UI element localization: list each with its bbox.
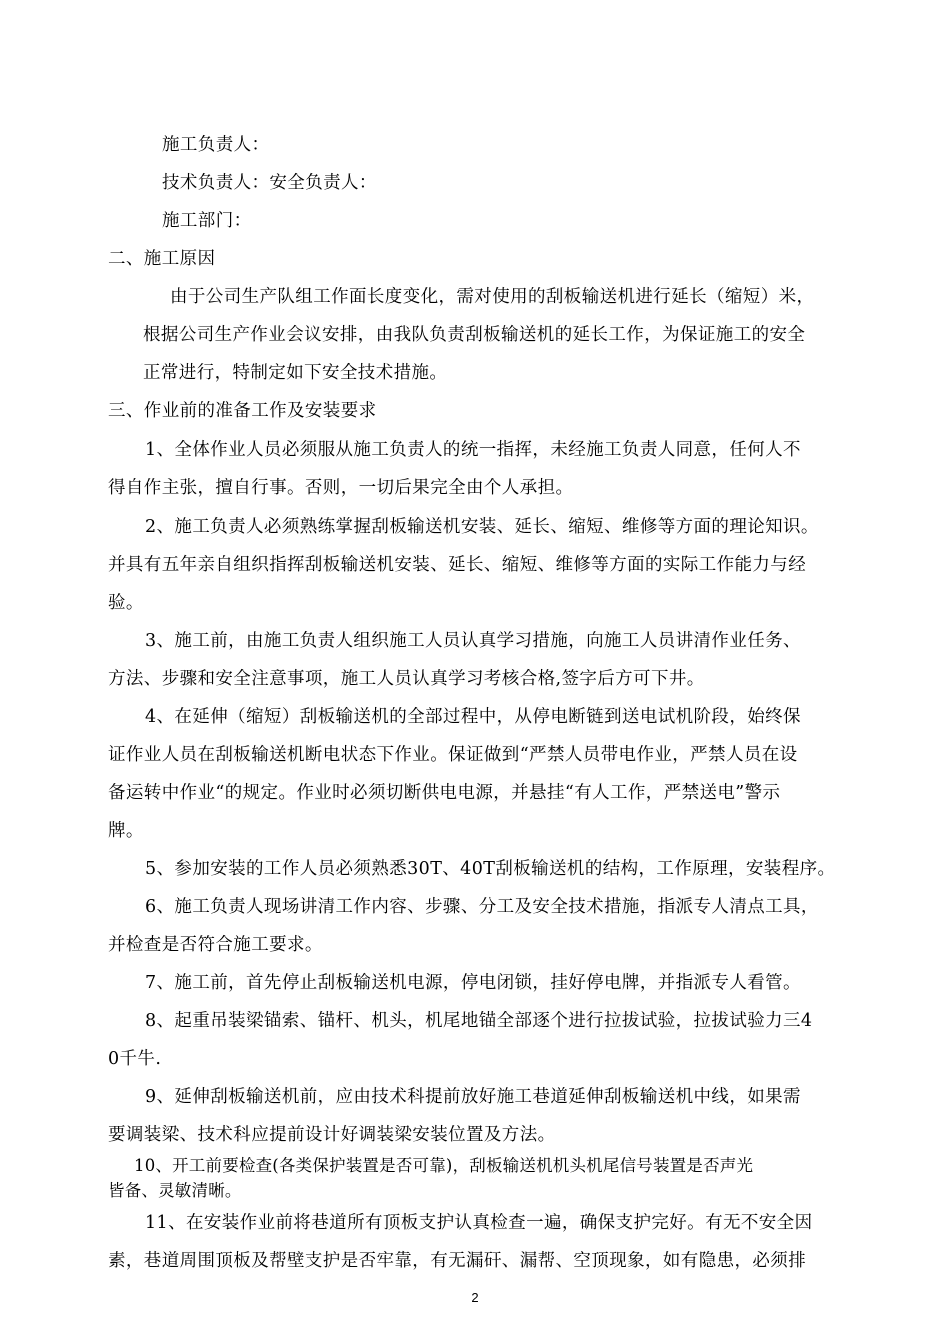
- item-3-line: 3、施工前，由施工负责人组织施工人员认真学习措施，向施工人员讲清作业任务、: [145, 631, 801, 651]
- item-2-line: 并具有五年亲自组织指挥刮板输送机安装、延长、缩短、维修等方面的实际工作能力与经: [108, 555, 807, 575]
- page-number: 2: [471, 1290, 479, 1305]
- item-9-line: 9、延伸刮板输送机前，应由技术科提前放好施工巷道延伸刮板输送机中线，如果需: [145, 1087, 801, 1107]
- item-11-line: 11、在安装作业前将巷道所有顶板支护认真检查一遍，确保支护完好。有无不安全因: [145, 1213, 813, 1233]
- item-10-line: 皆备、灵敏清晰。: [108, 1181, 242, 1200]
- item-1-line: 1、全体作业人员必须服从施工负责人的统一指挥，未经施工负责人同意，任何人不: [145, 440, 801, 460]
- section-2-line: 根据公司生产作业会议安排，由我队负责刮板输送机的延长工作，为保证施工的安全: [143, 325, 806, 345]
- item-10-line: 10、开工前要检查(各类保护装置是否可靠)，刮板输送机机头机尾信号装置是否声光: [134, 1156, 754, 1175]
- department-field: 施工部门：: [162, 211, 252, 231]
- item-6-line: 6、施工负责人现场讲清工作内容、步骤、分工及安全技术措施，指派专人清点工具，: [145, 897, 819, 917]
- item-6-line: 并检查是否符合施工要求。: [108, 935, 323, 955]
- item-4-line: 4、在延伸（缩短）刮板输送机的全部过程中，从停电断链到送电试机阶段，始终保: [145, 707, 801, 727]
- section-2-heading: 二、施工原因: [108, 249, 216, 269]
- item-4-line: 证作业人员在刮板输送机断电状态下作业。保证做到“严禁人员带电作业，严禁人员在设: [108, 745, 798, 765]
- item-5-line: 5、参加安装的工作人员必须熟悉30T、40T刮板输送机的结构，工作原理，安装程序。: [145, 859, 836, 879]
- item-3-line: 方法、步骤和安全注意事项，施工人员认真学习考核合格,签字后方可下井。: [108, 669, 705, 689]
- item-8-line: 8、起重吊装梁锚索、锚杆、机头，机尾地锚全部逐个进行拉拔试验，拉拔试验力三4: [145, 1011, 813, 1031]
- item-7-line: 7、施工前，首先停止刮板输送机电源，停电闭锁，挂好停电牌，并指派专人看管。: [145, 973, 801, 993]
- item-9-line: 要调装梁、技术科应提前设计好调装梁安装位置及方法。: [108, 1125, 556, 1145]
- section-2-line: 由于公司生产队组工作面长度变化，需对使用的刮板输送机进行延长（缩短）米，: [170, 287, 815, 307]
- item-11-line: 素，巷道周围顶板及帮壁支护是否牢靠，有无漏矸、漏帮、空顶现象，如有隐患，必须排: [108, 1251, 807, 1271]
- item-8-line: 0千牛.: [108, 1049, 162, 1069]
- item-4-line: 牌。: [108, 821, 144, 841]
- item-1-line: 得自作主张，擅自行事。否则，一切后果完全由个人承担。: [108, 478, 574, 498]
- section-3-heading: 三、作业前的准备工作及安装要求: [108, 401, 377, 421]
- item-2-line: 验。: [108, 593, 144, 613]
- tech-safety-lead-field: 技术负责人：安全负责人：: [162, 173, 377, 193]
- item-4-line: 备运转中作业“的规定。作业时必须切断供电电源，并悬挂“有人工作，严禁送电”警示: [108, 783, 781, 803]
- construction-lead-field: 施工负责人：: [162, 135, 270, 155]
- section-2-line: 正常进行，特制定如下安全技术措施。: [143, 363, 448, 383]
- item-2-line: 2、施工负责人必须熟练掌握刮板输送机安装、延长、缩短、维修等方面的理论知识。: [145, 517, 819, 537]
